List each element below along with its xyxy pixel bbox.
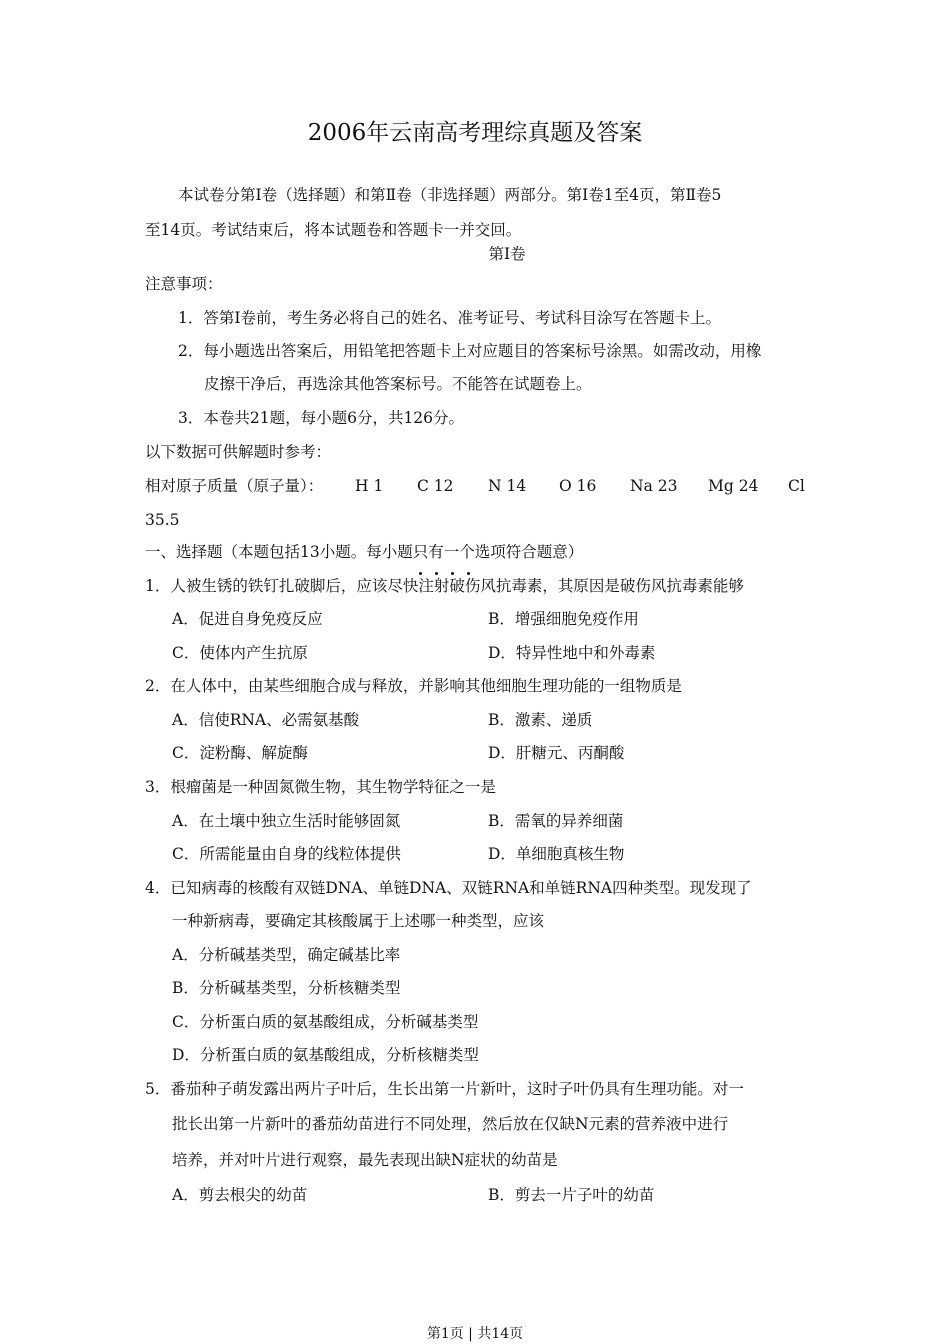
q4-option-d: D．分析蛋白质的氨基酸组成，分析核糖类型 <box>172 1046 479 1064</box>
part1-emphasis-text: 只有一个 <box>412 543 475 561</box>
q4-stem-line-1: 4．已知病毒的核酸有双链DNA、单链DNA、双链RNA和单链RNA四种类型。现发现了 <box>145 879 752 897</box>
q3-stem: 3．根瘤菌是一种固氮微生物，其生物学特征之一是 <box>145 778 496 796</box>
part1-heading-suffix: 选项符合题意） <box>474 543 584 561</box>
q3-option-b: B．需氧的异养细菌 <box>488 812 624 830</box>
q3-option-a: A．在土壤中独立生活时能够固氮 <box>172 812 401 830</box>
q5-stem-line-1: 5．番茄种子萌发露出两片子叶后，生长出第一片新叶，这时子叶仍具有生理功能。对一 <box>145 1080 744 1098</box>
atomic-mass-cl: Cl <box>788 477 805 495</box>
atomic-mass-mg: Mg 24 <box>708 477 759 495</box>
atomic-mass-na: Na 23 <box>630 477 678 495</box>
part1-heading-prefix: 一、选择题（本题包括13小题。每小题 <box>145 543 413 561</box>
q2-option-b: B．激素、递质 <box>488 711 593 729</box>
notice-heading: 注意事项： <box>145 275 223 293</box>
q5-stem-line-3: 培养，并对叶片进行观察，最先表现出缺N症状的幼苗是 <box>172 1151 558 1169</box>
atomic-mass-n: N 14 <box>488 477 527 495</box>
notice-item-1: 1．答第Ⅰ卷前，考生务必将自己的姓名、准考证号、考试科目涂写在答题卡上。 <box>178 309 721 327</box>
q4-stem-line-2: 一种新病毒，要确定其核酸属于上述哪一种类型，应该 <box>172 912 545 930</box>
q4-option-a: A．分析碱基类型，确定碱基比率 <box>172 946 401 964</box>
q2-option-d: D．肝糖元、丙酮酸 <box>488 744 625 762</box>
document-title: 2006年云南高考理综真题及答案 <box>307 120 643 146</box>
q4-option-b: B．分析碱基类型，分析核糖类型 <box>172 979 401 997</box>
page-footer: 第1页 | 共14页 <box>426 1326 524 1342</box>
atomic-mass-c: C 12 <box>417 477 454 495</box>
atomic-mass-label: 相对原子质量（原子量）： <box>145 477 324 495</box>
q2-option-c: C．淀粉酶、解旋酶 <box>172 744 308 762</box>
q2-stem: 2．在人体中，由某些细胞合成与释放，并影响其他细胞生理功能的一组物质是 <box>145 677 682 695</box>
notice-item-2-line-2: 皮擦干净后，再选涂其他答案标号。不能答在试题卷上。 <box>204 375 592 393</box>
data-heading: 以下数据可供解题时参考： <box>145 443 332 461</box>
part1-heading <box>145 542 583 562</box>
notice-item-2-line-1: 2．每小题选出答案后，用铅笔把答题卡上对应题目的答案标号涂黑。如需改动，用橡 <box>178 342 762 360</box>
q5-stem-line-2: 批长出第一片新叶的番茄幼苗进行不同处理，然后放在仅缺N元素的营养液中进行 <box>172 1115 729 1133</box>
q2-option-a: A．信使RNA、必需氨基酸 <box>172 711 360 729</box>
q1-option-a: A．促进自身免疫反应 <box>172 610 323 628</box>
notice-item-3: 3．本卷共21题，每小题6分，共126分。 <box>178 409 465 427</box>
q1-option-c: C．使体内产生抗原 <box>172 644 308 662</box>
intro-line-2: 至14页。考试结束后，将本试题卷和答题卡一并交回。 <box>145 221 522 239</box>
q5-option-a: A．剪去根尖的幼苗 <box>172 1186 308 1204</box>
q1-stem: 1．人被生锈的铁钉扎破脚后，应该尽快注射破伤风抗毒素，其原因是破伤风抗毒素能够 <box>145 577 744 595</box>
intro-line-1: 本试卷分第Ⅰ卷（选择题）和第Ⅱ卷（非选择题）两部分。第Ⅰ卷1至4页，第Ⅱ卷5 <box>178 186 722 204</box>
q1-option-b: B．增强细胞免疫作用 <box>488 610 639 628</box>
emphasis-dots <box>413 560 475 566</box>
q1-option-d: D．特异性地中和外毒素 <box>488 644 656 662</box>
atomic-mass-line <box>145 476 805 496</box>
q3-option-d: D．单细胞真核生物 <box>488 845 625 863</box>
atomic-mass-h: H 1 <box>355 477 384 495</box>
section-title: 第Ⅰ卷 <box>488 245 526 263</box>
atomic-mass-o: O 16 <box>559 477 597 495</box>
q4-option-c: C．分析蛋白质的氨基酸组成，分析碱基类型 <box>172 1013 479 1031</box>
q5-option-b: B．剪去一片子叶的幼苗 <box>488 1186 655 1204</box>
part1-heading-emphasis <box>413 543 475 561</box>
atomic-mass-cl-value: 35.5 <box>145 511 180 529</box>
q3-option-c: C．所需能量由自身的线粒体提供 <box>172 845 401 863</box>
